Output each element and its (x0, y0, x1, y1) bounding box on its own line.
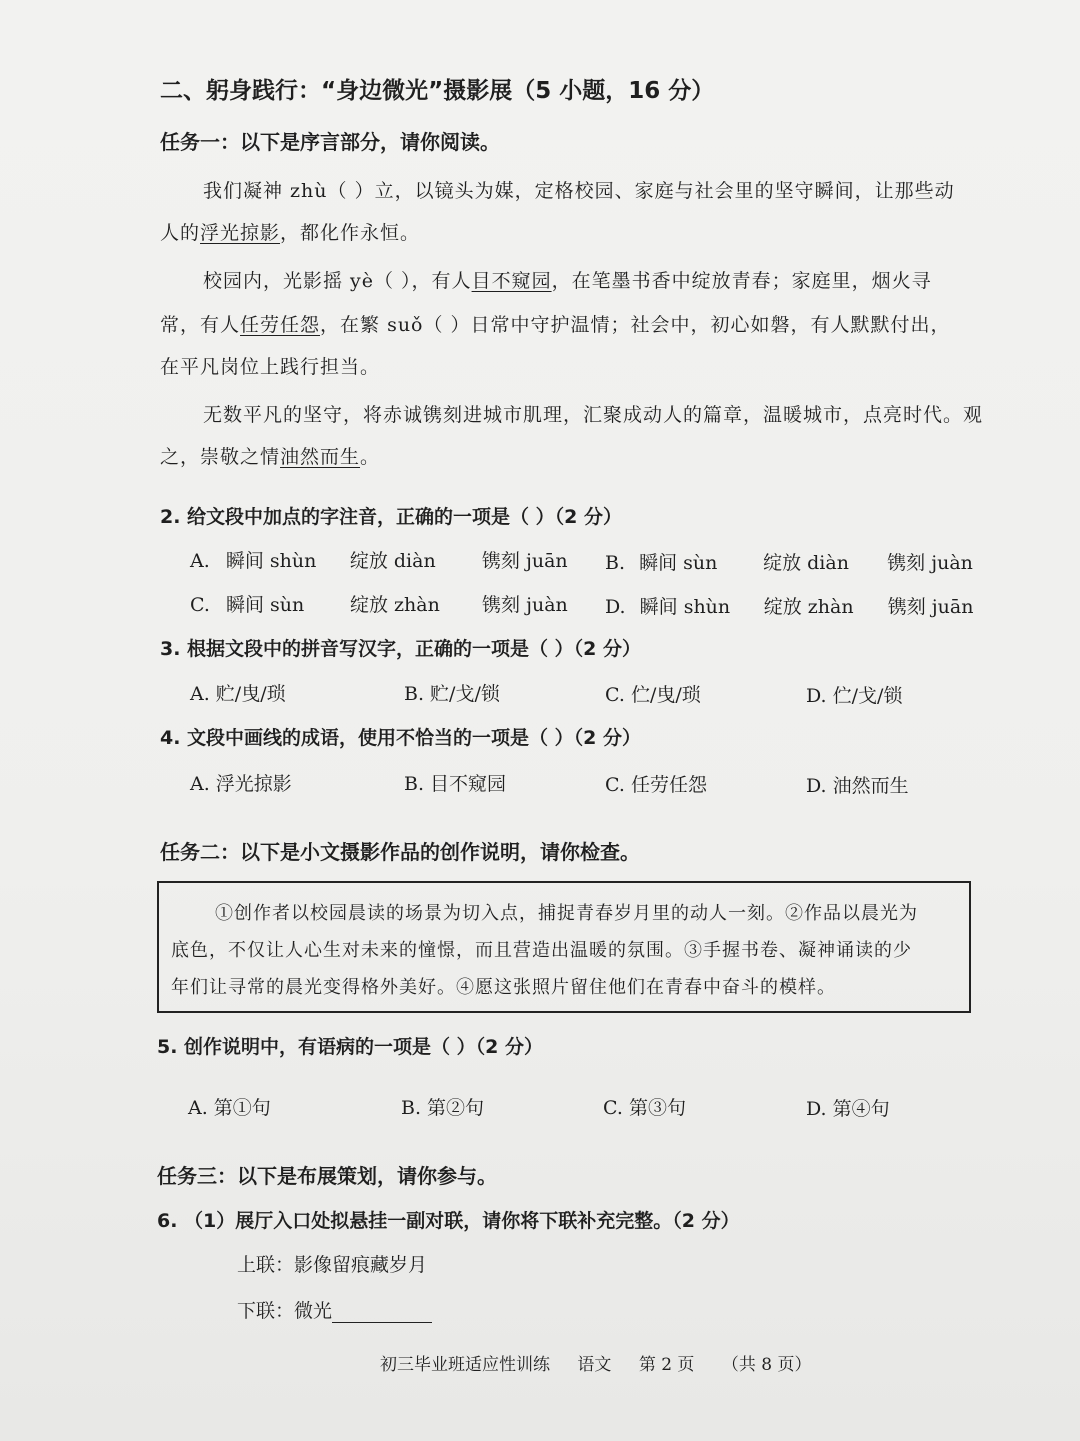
q5-stem: 5. 创作说明中，有语病的一项是（ ）（2 分） (157, 1036, 544, 1058)
idiom-renlao: 任劳任怨 (240, 314, 321, 336)
q5-option-a[interactable]: A. 第①句 (188, 1097, 271, 1119)
footer-subject: 语文 (577, 1355, 612, 1375)
note-line-2: 底色，不仅让人心生对未来的憧憬，而且营造出温暖的氛围。③手握书卷、凝神诵读的少 (171, 940, 912, 961)
idiom-mubukuiyuan: 目不窥园 (471, 270, 552, 292)
q4-option-d[interactable]: D. 油然而生 (806, 775, 909, 797)
task1-title: 任务一：以下是序言部分，请你阅读。 (160, 130, 500, 154)
q5-option-c[interactable]: C. 第③句 (603, 1097, 686, 1119)
preface-line-1: 我们凝神 zhù（ ）立，以镜头为媒，定格校园、家庭与社会里的坚守瞬间，让那些动 (203, 180, 955, 202)
couplet-answer-blank[interactable] (332, 1304, 432, 1323)
q4-option-c[interactable]: C. 任劳任怨 (605, 774, 707, 796)
q5-option-d[interactable]: D. 第④句 (806, 1098, 890, 1120)
footer-page: 第 2 页 (638, 1355, 695, 1375)
q3-option-a[interactable]: A. 贮/曳/琐 (190, 683, 286, 705)
note-line-1: ①创作者以校园晨读的场景为切入点，捕捉青春岁月里的动人一刻。②作品以晨光为 (215, 903, 918, 924)
q3-option-b[interactable]: B. 贮/戈/锁 (404, 683, 500, 705)
q2-stem: 2. 给文段中加点的字注音，正确的一项是（ ）（2 分） (160, 506, 623, 528)
q5-option-b[interactable]: B. 第②句 (401, 1097, 485, 1119)
q2-option-b[interactable]: B. 瞬间 sùn 绽放 diàn 镌刻 juàn (605, 552, 973, 574)
q4-stem: 4. 文段中画线的成语，使用不恰当的一项是（ ）（2 分） (160, 727, 642, 749)
idiom-youran: 油然而生 (280, 446, 361, 468)
q6-stem: 6. （1）展厅入口处拟悬挂一副对联，请你将下联补充完整。（2 分） (157, 1210, 740, 1232)
preface-line-6: 无数平凡的坚守，将赤诚镌刻进城市肌理，汇聚成动人的篇章，温暖城市，点亮时代。观 (203, 404, 984, 426)
q2-option-d[interactable]: D. 瞬间 shùn 绽放 zhàn 镌刻 juān (605, 596, 974, 618)
q4-option-a[interactable]: A. 浮光掠影 (190, 773, 292, 795)
preface-line-2: 人的浮光掠影，都化作永恒。 (160, 222, 421, 244)
page-footer (380, 1350, 833, 1375)
q3-option-c[interactable]: C. 伫/曳/琐 (605, 684, 701, 706)
preface-line-4: 常，有人任劳任怨，在繁 suǒ（ ）日常中守护温情；社会中，初心如磐，有人默默付出， (160, 314, 951, 336)
q2-option-a[interactable]: A. 瞬间 shùn 绽放 diàn 镌刻 juān (190, 550, 568, 572)
q3-option-d[interactable]: D. 伫/戈/锁 (806, 685, 903, 707)
couplet-lower: 下联：微光 (237, 1296, 432, 1323)
task2-title: 任务二：以下是小文摄影作品的创作说明，请你检查。 (160, 840, 640, 864)
q3-stem: 3. 根据文段中的拼音写汉字，正确的一项是（ ）（2 分） (160, 638, 642, 660)
preface-line-5: 在平凡岗位上践行担当。 (160, 356, 381, 378)
q4-option-b[interactable]: B. 目不窥园 (404, 773, 507, 795)
note-line-3: 年们让寻常的晨光变得格外美好。④愿这张照片留住他们在青春中奋斗的模样。 (171, 977, 836, 998)
creation-note-box (157, 881, 971, 1013)
q2-option-c[interactable]: C. 瞬间 sùn 绽放 zhàn 镌刻 juàn (190, 594, 568, 616)
couplet-upper: 上联：影像留痕藏岁月 (237, 1254, 428, 1276)
section-title: 二、躬身践行：“身边微光”摄影展（5 小题，16 分） (160, 78, 715, 104)
footer-exam: 初三毕业班适应性训练 (380, 1355, 550, 1375)
footer-total: （共 8 页） (721, 1355, 812, 1375)
preface-line-7: 之，崇敬之情油然而生。 (160, 446, 381, 468)
task3-title: 任务三：以下是布展策划，请你参与。 (157, 1164, 497, 1188)
preface-line-3: 校园内，光影摇 yè（ ），有人目不窥园，在笔墨书香中绽放青春；家庭里，烟火寻 (203, 270, 932, 292)
idiom-fuguang: 浮光掠影 (200, 222, 281, 244)
